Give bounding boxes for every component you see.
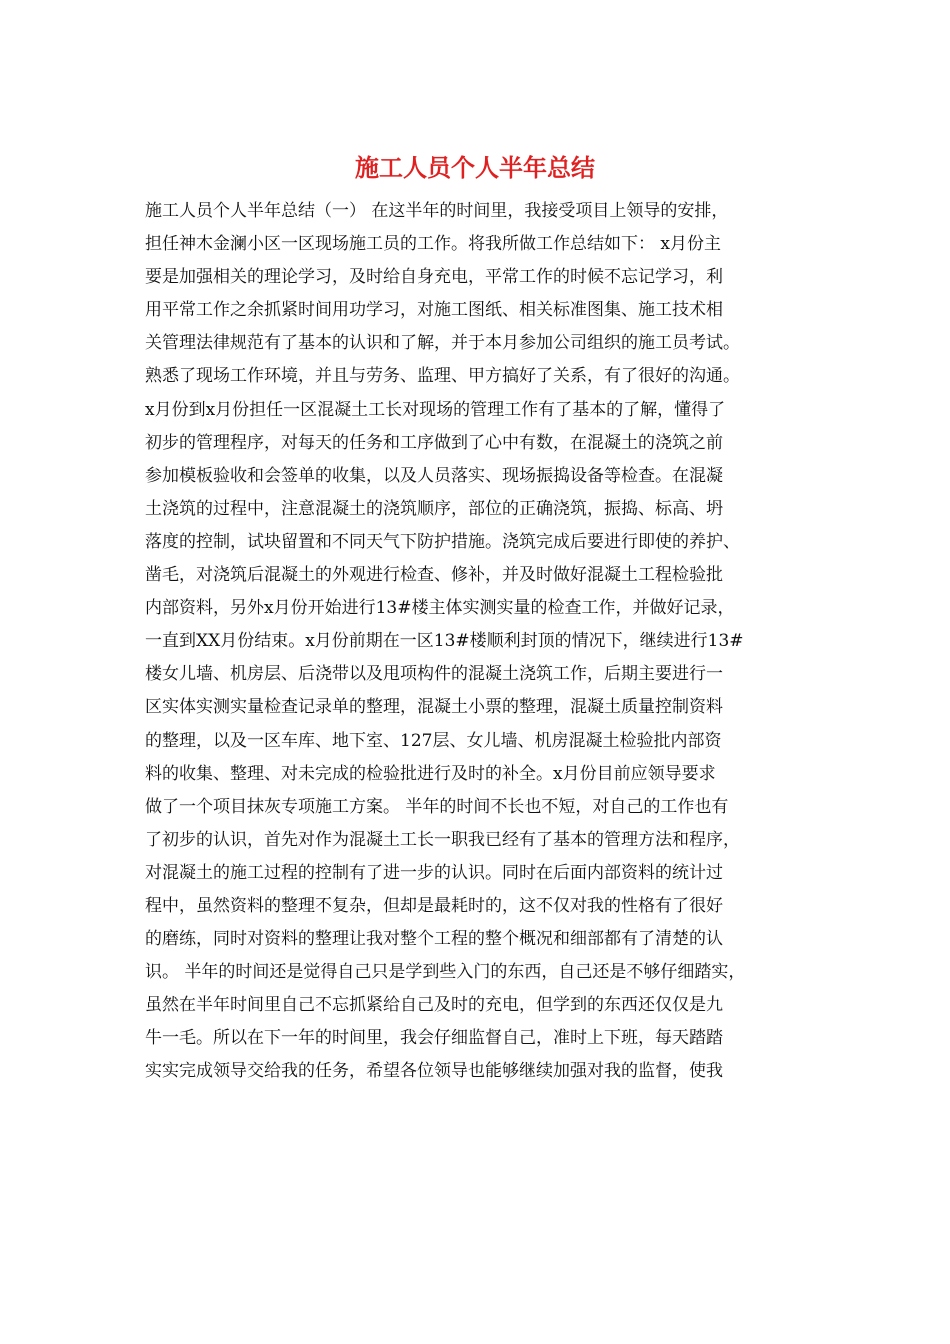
body-line: 了初步的认识，首先对作为混凝土工长一职我已经有了基本的管理方法和程序，	[145, 829, 740, 850]
document-body	[145, 195, 815, 1089]
body-line: 程中，虽然资料的整理不复杂，但却是最耗时的，这不仅对我的性格有了很好	[145, 895, 723, 916]
body-line: x月份到x月份担任一区混凝土工长对现场的管理工作有了基本的了解，懂得了	[145, 399, 726, 420]
body-line: 凿毛，对浇筑后混凝土的外观进行检查、修补，并及时做好混凝土工程检验批	[145, 565, 723, 586]
body-line: 熟悉了现场工作环境，并且与劳务、监理、甲方搞好了关系，有了很好的沟通。	[145, 366, 740, 387]
body-line: 关管理法律规范有了基本的认识和了解，并于本月参加公司组织的施工员考试。	[145, 333, 740, 354]
body-line: 落度的控制，试块留置和不同天气下防护措施。浇筑完成后要进行即使的养护、	[145, 531, 740, 552]
document-title: 施工人员个人半年总结	[355, 153, 595, 182]
body-line: 实实完成领导交给我的任务，希望各位领导也能够继续加强对我的监督，使我	[145, 1061, 723, 1082]
body-line: 的磨练，同时对资料的整理让我对整个工程的整个概况和细部都有了清楚的认	[145, 929, 723, 950]
body-line: 要是加强相关的理论学习，及时给自身充电，平常工作的时候不忘记学习，利	[145, 267, 723, 288]
body-line: 内部资料，另外x月份开始进行13#楼主体实测实量的检查工作，并做好记录，	[145, 598, 735, 619]
body-line: 楼女儿墙、机房层、后浇带以及甩项构件的混凝土浇筑工作，后期主要进行一	[145, 664, 723, 685]
body-line: 一直到XX月份结束。x月份前期在一区13#楼顺利封顶的情况下，继续进行13#	[145, 631, 744, 652]
body-line: 初步的管理程序，对每天的任务和工序做到了心中有数，在混凝土的浇筑之前	[145, 432, 723, 453]
body-line: 参加模板验收和会签单的收集，以及人员落实、现场振捣设备等检查。在混凝	[145, 465, 723, 486]
body-line: 牛一毛。所以在下一年的时间里，我会仔细监督自己，准时上下班，每天踏踏	[145, 1028, 723, 1049]
body-line: 料的收集、整理、对未完成的检验批进行及时的补全。x月份目前应领导要求	[145, 763, 716, 784]
body-line: 识。 半年的时间还是觉得自己只是学到些入门的东西，自己还是不够仔细踏实，	[145, 962, 746, 983]
body-line: 用平常工作之余抓紧时间用功学习，对施工图纸、相关标准图集、施工技术相	[145, 300, 723, 321]
body-line: 土浇筑的过程中，注意混凝土的浇筑顺序，部位的正确浇筑，振捣、标高、坍	[145, 498, 723, 519]
body-line: 对混凝土的施工过程的控制有了进一步的认识。同时在后面内部资料的统计过	[145, 862, 723, 883]
body-line: 虽然在半年时间里自己不忘抓紧给自己及时的充电，但学到的东西还仅仅是九	[145, 995, 723, 1016]
body-line: 担任神木金澜小区一区现场施工员的工作。将我所做工作总结如下： x月份主	[145, 234, 721, 255]
body-line: 做了一个项目抹灰专项施工方案。 半年的时间不长也不短，对自己的工作也有	[145, 796, 729, 817]
body-line: 的整理，以及一区车库、地下室、127层、女儿墙、机房混凝土检验批内部资	[145, 730, 722, 751]
body-line: 施工人员个人半年总结（一） 在这半年的时间里，我接受项目上领导的安排，	[145, 201, 729, 221]
body-line: 区实体实测实量检查记录单的整理，混凝土小票的整理，混凝土质量控制资料	[145, 697, 723, 718]
